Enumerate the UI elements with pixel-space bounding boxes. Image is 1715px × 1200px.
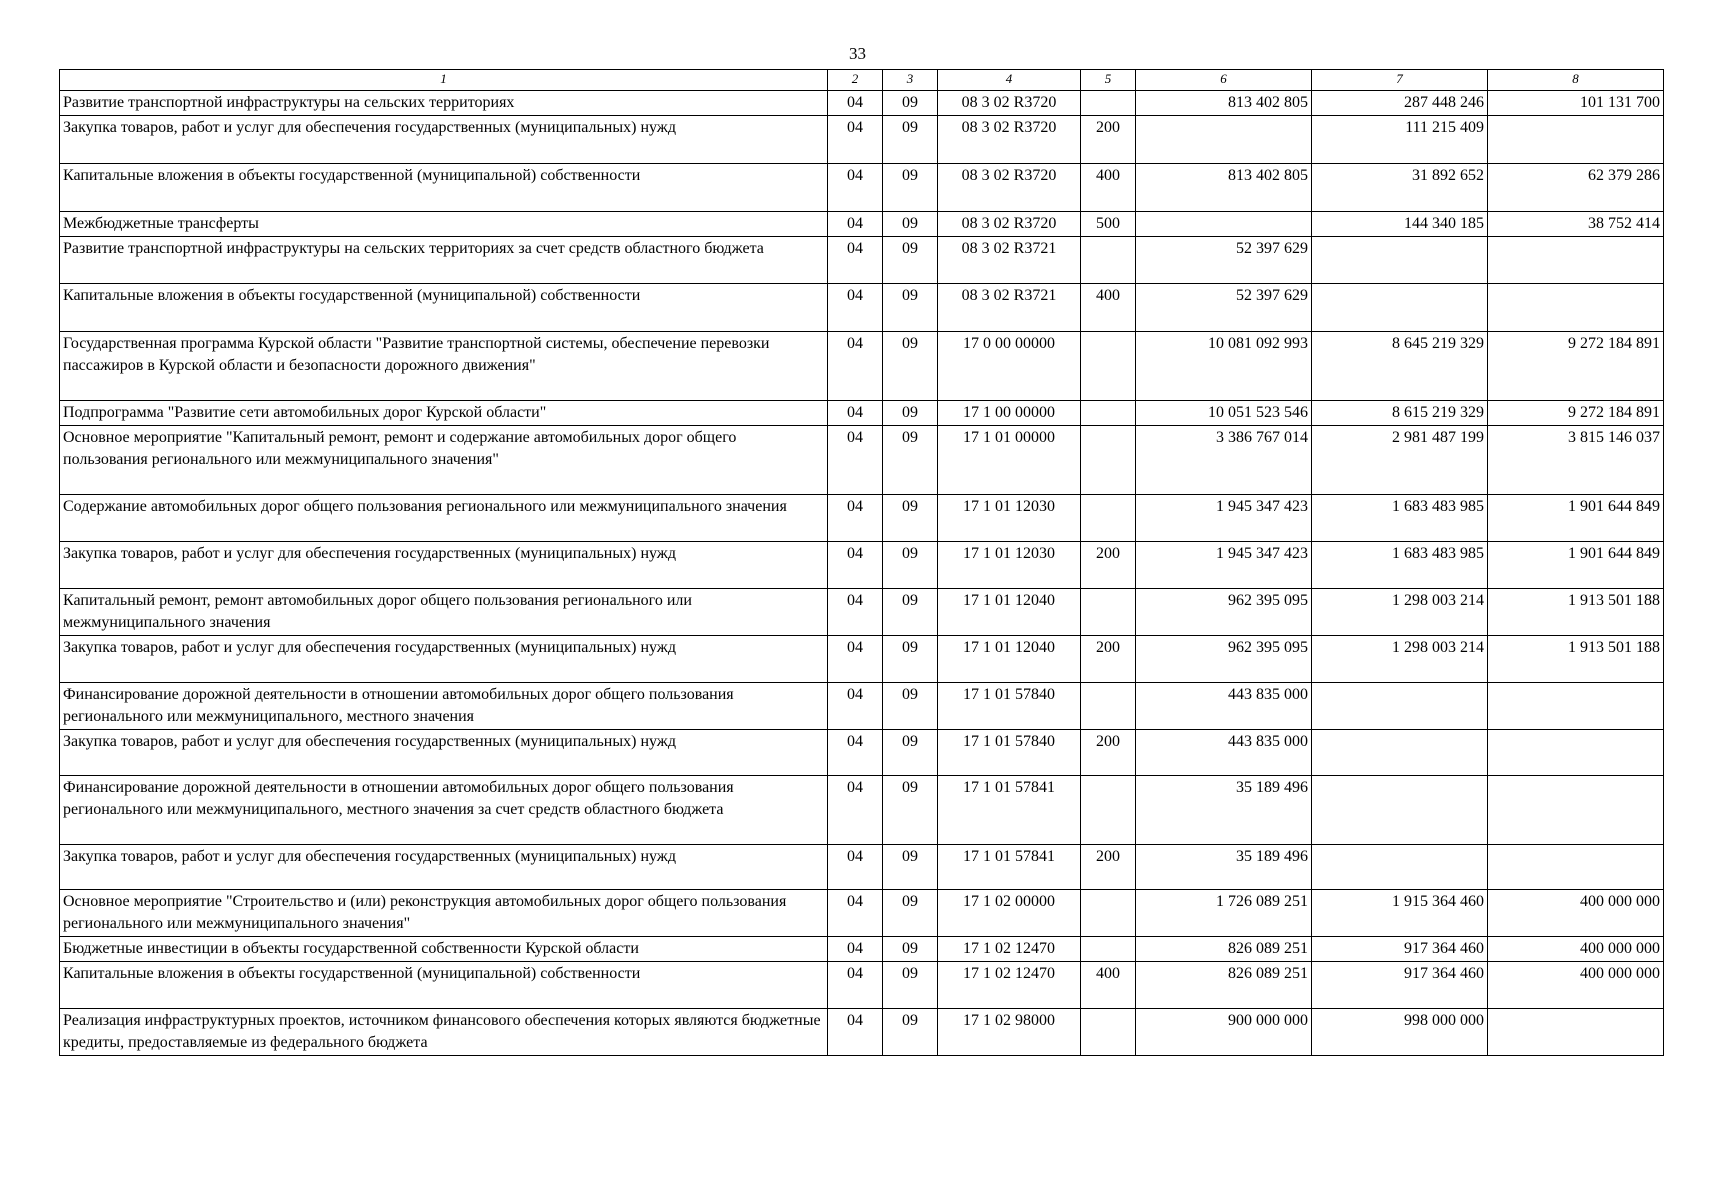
expense-type-code [1081, 237, 1136, 284]
subsection-code: 09 [883, 332, 938, 401]
expense-type-code: 200 [1081, 845, 1136, 890]
subsection-code: 09 [883, 237, 938, 284]
section-code: 04 [828, 542, 883, 589]
subsection-code: 09 [883, 542, 938, 589]
subsection-code: 09 [883, 426, 938, 495]
expense-type-code [1081, 776, 1136, 845]
section-code: 04 [828, 495, 883, 542]
table-row [60, 937, 1664, 962]
subsection-code: 09 [883, 164, 938, 212]
amount-col-6: 962 395 095 [1136, 636, 1312, 683]
section-code: 04 [828, 1009, 883, 1056]
amount-col-6: 813 402 805 [1136, 164, 1312, 212]
expense-type-code: 200 [1081, 116, 1136, 164]
subsection-code: 09 [883, 495, 938, 542]
section-code: 04 [828, 284, 883, 332]
amount-col-7 [1312, 284, 1488, 332]
amount-col-6: 10 081 092 993 [1136, 332, 1312, 401]
target-article-code: 17 0 00 00000 [938, 332, 1081, 401]
item-name: Содержание автомобильных дорог общего пользования регионального или межмуниципального значения [60, 495, 828, 542]
table-row [60, 683, 1664, 730]
table-row [60, 730, 1664, 776]
subsection-code: 09 [883, 776, 938, 845]
amount-col-6: 813 402 805 [1136, 91, 1312, 116]
amount-col-7 [1312, 845, 1488, 890]
amount-col-6: 962 395 095 [1136, 589, 1312, 636]
section-code: 04 [828, 890, 883, 937]
amount-col-7: 1 298 003 214 [1312, 589, 1488, 636]
amount-col-8: 38 752 414 [1488, 212, 1664, 237]
item-name: Закупка товаров, работ и услуг для обеспечения государственных (муниципальных) нужд [60, 845, 828, 890]
subsection-code: 09 [883, 589, 938, 636]
subsection-code: 09 [883, 890, 938, 937]
subsection-code: 09 [883, 401, 938, 426]
amount-col-8 [1488, 776, 1664, 845]
amount-col-7: 31 892 652 [1312, 164, 1488, 212]
amount-col-6: 52 397 629 [1136, 237, 1312, 284]
item-name: Основное мероприятие "Строительство и (или) реконструкция автомобильных дорог общего пользования регионального или межмуниципального значения" [60, 890, 828, 937]
section-code: 04 [828, 426, 883, 495]
target-article-code: 17 1 01 00000 [938, 426, 1081, 495]
amount-col-6: 443 835 000 [1136, 730, 1312, 776]
amount-col-7 [1312, 730, 1488, 776]
target-article-code: 08 3 02 R3721 [938, 284, 1081, 332]
expense-type-code: 400 [1081, 284, 1136, 332]
amount-col-7: 1 683 483 985 [1312, 542, 1488, 589]
item-name: Государственная программа Курской области "Развитие транспортной системы, обеспечение перевозки пассажиров в Курской области и безопасности дорожного движения" [60, 332, 828, 401]
expense-type-code [1081, 426, 1136, 495]
section-code: 04 [828, 683, 883, 730]
amount-col-8: 400 000 000 [1488, 962, 1664, 1009]
section-code: 04 [828, 237, 883, 284]
table-row [60, 332, 1664, 401]
amount-col-7: 998 000 000 [1312, 1009, 1488, 1056]
amount-col-8: 1 913 501 188 [1488, 589, 1664, 636]
amount-col-8: 1 901 644 849 [1488, 542, 1664, 589]
section-code: 04 [828, 636, 883, 683]
target-article-code: 17 1 01 12040 [938, 636, 1081, 683]
amount-col-8 [1488, 284, 1664, 332]
subsection-code: 09 [883, 116, 938, 164]
expense-type-code [1081, 1009, 1136, 1056]
item-name: Капитальные вложения в объекты государственной (муниципальной) собственности [60, 284, 828, 332]
expense-type-code: 500 [1081, 212, 1136, 237]
amount-col-8 [1488, 237, 1664, 284]
amount-col-7: 917 364 460 [1312, 962, 1488, 1009]
table-row [60, 845, 1664, 890]
amount-col-7: 287 448 246 [1312, 91, 1488, 116]
col-header-5: 5 [1081, 70, 1136, 91]
section-code: 04 [828, 401, 883, 426]
subsection-code: 09 [883, 845, 938, 890]
amount-col-7: 144 340 185 [1312, 212, 1488, 237]
item-name: Подпрограмма "Развитие сети автомобильных дорог Курской области" [60, 401, 828, 426]
table-row [60, 426, 1664, 495]
amount-col-6: 10 051 523 546 [1136, 401, 1312, 426]
amount-col-6 [1136, 116, 1312, 164]
budget-table [59, 69, 1664, 1056]
col-header-1: 1 [60, 70, 828, 91]
amount-col-6: 35 189 496 [1136, 845, 1312, 890]
subsection-code: 09 [883, 284, 938, 332]
target-article-code: 17 1 01 57841 [938, 845, 1081, 890]
target-article-code: 17 1 01 12040 [938, 589, 1081, 636]
section-code: 04 [828, 937, 883, 962]
table-row [60, 237, 1664, 284]
amount-col-7: 1 683 483 985 [1312, 495, 1488, 542]
amount-col-8: 400 000 000 [1488, 937, 1664, 962]
table-row [60, 284, 1664, 332]
expense-type-code [1081, 401, 1136, 426]
item-name: Закупка товаров, работ и услуг для обеспечения государственных (муниципальных) нужд [60, 730, 828, 776]
section-code: 04 [828, 332, 883, 401]
item-name: Финансирование дорожной деятельности в отношении автомобильных дорог общего пользования регионального или межмуниципального, местного значения за счет средств областного бюджета [60, 776, 828, 845]
table-row [60, 401, 1664, 426]
expense-type-code [1081, 937, 1136, 962]
item-name: Развитие транспортной инфраструктуры на сельских территориях [60, 91, 828, 116]
col-header-8: 8 [1488, 70, 1664, 91]
expense-type-code: 200 [1081, 730, 1136, 776]
section-code: 04 [828, 116, 883, 164]
amount-col-7: 917 364 460 [1312, 937, 1488, 962]
target-article-code: 17 1 02 98000 [938, 1009, 1081, 1056]
amount-col-7 [1312, 776, 1488, 845]
amount-col-6: 826 089 251 [1136, 937, 1312, 962]
subsection-code: 09 [883, 1009, 938, 1056]
table-row [60, 116, 1664, 164]
amount-col-7: 8 645 219 329 [1312, 332, 1488, 401]
table-row [60, 91, 1664, 116]
amount-col-6: 900 000 000 [1136, 1009, 1312, 1056]
expense-type-code: 400 [1081, 962, 1136, 1009]
target-article-code: 17 1 01 12030 [938, 542, 1081, 589]
amount-col-8: 1 901 644 849 [1488, 495, 1664, 542]
section-code: 04 [828, 776, 883, 845]
amount-col-8 [1488, 730, 1664, 776]
table-row [60, 776, 1664, 845]
target-article-code: 17 1 00 00000 [938, 401, 1081, 426]
item-name: Реализация инфраструктурных проектов, источником финансового обеспечения которых являются бюджетные кредиты, предоставляемые из федерального бюджета [60, 1009, 828, 1056]
item-name: Закупка товаров, работ и услуг для обеспечения государственных (муниципальных) нужд [60, 636, 828, 683]
table-row [60, 636, 1664, 683]
table-row [60, 495, 1664, 542]
amount-col-7 [1312, 683, 1488, 730]
expense-type-code [1081, 589, 1136, 636]
col-header-4: 4 [938, 70, 1081, 91]
item-name: Финансирование дорожной деятельности в отношении автомобильных дорог общего пользования регионального или межмуниципального, местного значения [60, 683, 828, 730]
section-code: 04 [828, 845, 883, 890]
amount-col-8: 400 000 000 [1488, 890, 1664, 937]
target-article-code: 08 3 02 R3720 [938, 164, 1081, 212]
amount-col-6: 1 945 347 423 [1136, 542, 1312, 589]
expense-type-code [1081, 91, 1136, 116]
amount-col-7: 111 215 409 [1312, 116, 1488, 164]
column-number-header [60, 70, 1664, 91]
item-name: Капитальные вложения в объекты государственной (муниципальной) собственности [60, 164, 828, 212]
item-name: Закупка товаров, работ и услуг для обеспечения государственных (муниципальных) нужд [60, 542, 828, 589]
amount-col-6 [1136, 212, 1312, 237]
target-article-code: 17 1 02 00000 [938, 890, 1081, 937]
table-row [60, 542, 1664, 589]
subsection-code: 09 [883, 937, 938, 962]
amount-col-8: 1 913 501 188 [1488, 636, 1664, 683]
table-row [60, 589, 1664, 636]
item-name: Межбюджетные трансферты [60, 212, 828, 237]
target-article-code: 17 1 01 57840 [938, 683, 1081, 730]
target-article-code: 08 3 02 R3720 [938, 91, 1081, 116]
table-row [60, 962, 1664, 1009]
section-code: 04 [828, 730, 883, 776]
col-header-6: 6 [1136, 70, 1312, 91]
amount-col-7: 8 615 219 329 [1312, 401, 1488, 426]
amount-col-8 [1488, 1009, 1664, 1056]
table-row [60, 890, 1664, 937]
amount-col-7: 1 298 003 214 [1312, 636, 1488, 683]
item-name: Бюджетные инвестиции в объекты государственной собственности Курской области [60, 937, 828, 962]
expense-type-code [1081, 890, 1136, 937]
amount-col-6: 826 089 251 [1136, 962, 1312, 1009]
expense-type-code [1081, 495, 1136, 542]
subsection-code: 09 [883, 962, 938, 1009]
amount-col-7 [1312, 237, 1488, 284]
amount-col-8: 3 815 146 037 [1488, 426, 1664, 495]
amount-col-6: 1 945 347 423 [1136, 495, 1312, 542]
col-header-7: 7 [1312, 70, 1488, 91]
amount-col-8 [1488, 683, 1664, 730]
item-name: Капитальный ремонт, ремонт автомобильных дорог общего пользования регионального или межмуниципального значения [60, 589, 828, 636]
target-article-code: 17 1 02 12470 [938, 937, 1081, 962]
col-header-3: 3 [883, 70, 938, 91]
section-code: 04 [828, 164, 883, 212]
target-article-code: 08 3 02 R3720 [938, 116, 1081, 164]
target-article-code: 17 1 02 12470 [938, 962, 1081, 1009]
amount-col-8: 62 379 286 [1488, 164, 1664, 212]
target-article-code: 08 3 02 R3721 [938, 237, 1081, 284]
amount-col-7: 2 981 487 199 [1312, 426, 1488, 495]
item-name: Капитальные вложения в объекты государственной (муниципальной) собственности [60, 962, 828, 1009]
subsection-code: 09 [883, 636, 938, 683]
target-article-code: 17 1 01 57840 [938, 730, 1081, 776]
subsection-code: 09 [883, 91, 938, 116]
target-article-code: 17 1 01 12030 [938, 495, 1081, 542]
amount-col-8: 9 272 184 891 [1488, 401, 1664, 426]
amount-col-8 [1488, 116, 1664, 164]
page-number: 33 [849, 44, 866, 63]
table-row [60, 212, 1664, 237]
target-article-code: 08 3 02 R3720 [938, 212, 1081, 237]
table-row [60, 164, 1664, 212]
item-name: Закупка товаров, работ и услуг для обеспечения государственных (муниципальных) нужд [60, 116, 828, 164]
section-code: 04 [828, 589, 883, 636]
expense-type-code: 200 [1081, 542, 1136, 589]
amount-col-6: 52 397 629 [1136, 284, 1312, 332]
subsection-code: 09 [883, 683, 938, 730]
table-row [60, 1009, 1664, 1056]
subsection-code: 09 [883, 212, 938, 237]
expense-type-code [1081, 683, 1136, 730]
item-name: Основное мероприятие "Капитальный ремонт, ремонт и содержание автомобильных дорог общего пользования регионального или межмуниципального значения" [60, 426, 828, 495]
amount-col-6: 3 386 767 014 [1136, 426, 1312, 495]
expense-type-code: 400 [1081, 164, 1136, 212]
section-code: 04 [828, 212, 883, 237]
amount-col-8 [1488, 845, 1664, 890]
subsection-code: 09 [883, 730, 938, 776]
amount-col-7: 1 915 364 460 [1312, 890, 1488, 937]
target-article-code: 17 1 01 57841 [938, 776, 1081, 845]
amount-col-8: 9 272 184 891 [1488, 332, 1664, 401]
item-name: Развитие транспортной инфраструктуры на сельских территориях за счет средств областного бюджета [60, 237, 828, 284]
expense-type-code: 200 [1081, 636, 1136, 683]
section-code: 04 [828, 91, 883, 116]
expense-type-code [1081, 332, 1136, 401]
col-header-2: 2 [828, 70, 883, 91]
amount-col-6: 35 189 496 [1136, 776, 1312, 845]
amount-col-6: 1 726 089 251 [1136, 890, 1312, 937]
amount-col-6: 443 835 000 [1136, 683, 1312, 730]
amount-col-8: 101 131 700 [1488, 91, 1664, 116]
section-code: 04 [828, 962, 883, 1009]
